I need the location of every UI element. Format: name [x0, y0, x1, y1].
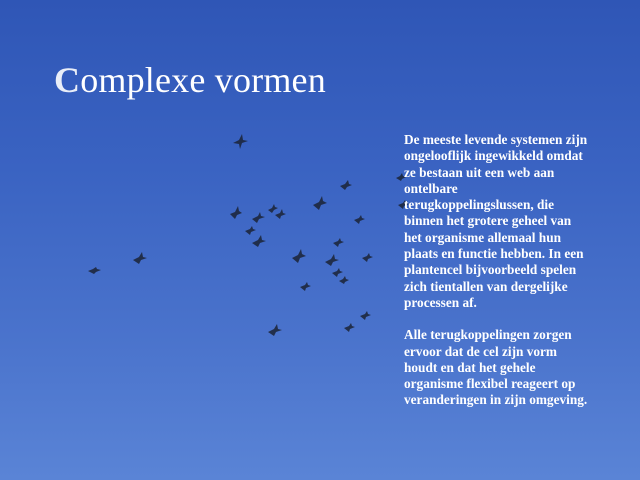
bird — [360, 311, 371, 320]
slide-body-text — [404, 132, 632, 409]
bird — [340, 180, 352, 190]
title-rest: omplexe vormen — [80, 60, 326, 100]
bird — [292, 249, 306, 263]
bird — [233, 134, 248, 149]
bird — [362, 253, 373, 262]
bird — [133, 252, 147, 264]
bird — [344, 323, 355, 332]
paragraph-cell-shape: Alle terugkoppelingen zorgen ervoor dat de cel zijn vorm houdt en dat het gehele organisme flexibel reageert op veranderingen in zijn omgeving. — [404, 327, 588, 408]
bird — [268, 204, 278, 213]
bird — [339, 276, 349, 284]
bird — [88, 267, 101, 274]
bird — [325, 254, 339, 266]
bird — [230, 206, 242, 219]
bird — [332, 268, 343, 277]
bird — [333, 238, 344, 247]
bird — [354, 215, 365, 224]
bird — [268, 324, 282, 336]
bird — [275, 209, 286, 219]
bird — [313, 196, 327, 210]
bird — [252, 235, 266, 247]
paragraph-feedback-loops: De meeste levende systemen zijn ongelooflijk ingewikkeld omdat ze bestaan uit een web aan ontelbare terugkoppelingslussen, die binnen het grotere geheel van het organisme allemaal hun plaats en functie hebben. In een plantencel bijvoorbeeld spelen zich tientallen van dergelijke processen af. — [404, 132, 588, 310]
bird — [300, 282, 311, 291]
bird — [252, 212, 265, 223]
title-initial: C — [54, 60, 81, 100]
bird — [245, 226, 256, 235]
